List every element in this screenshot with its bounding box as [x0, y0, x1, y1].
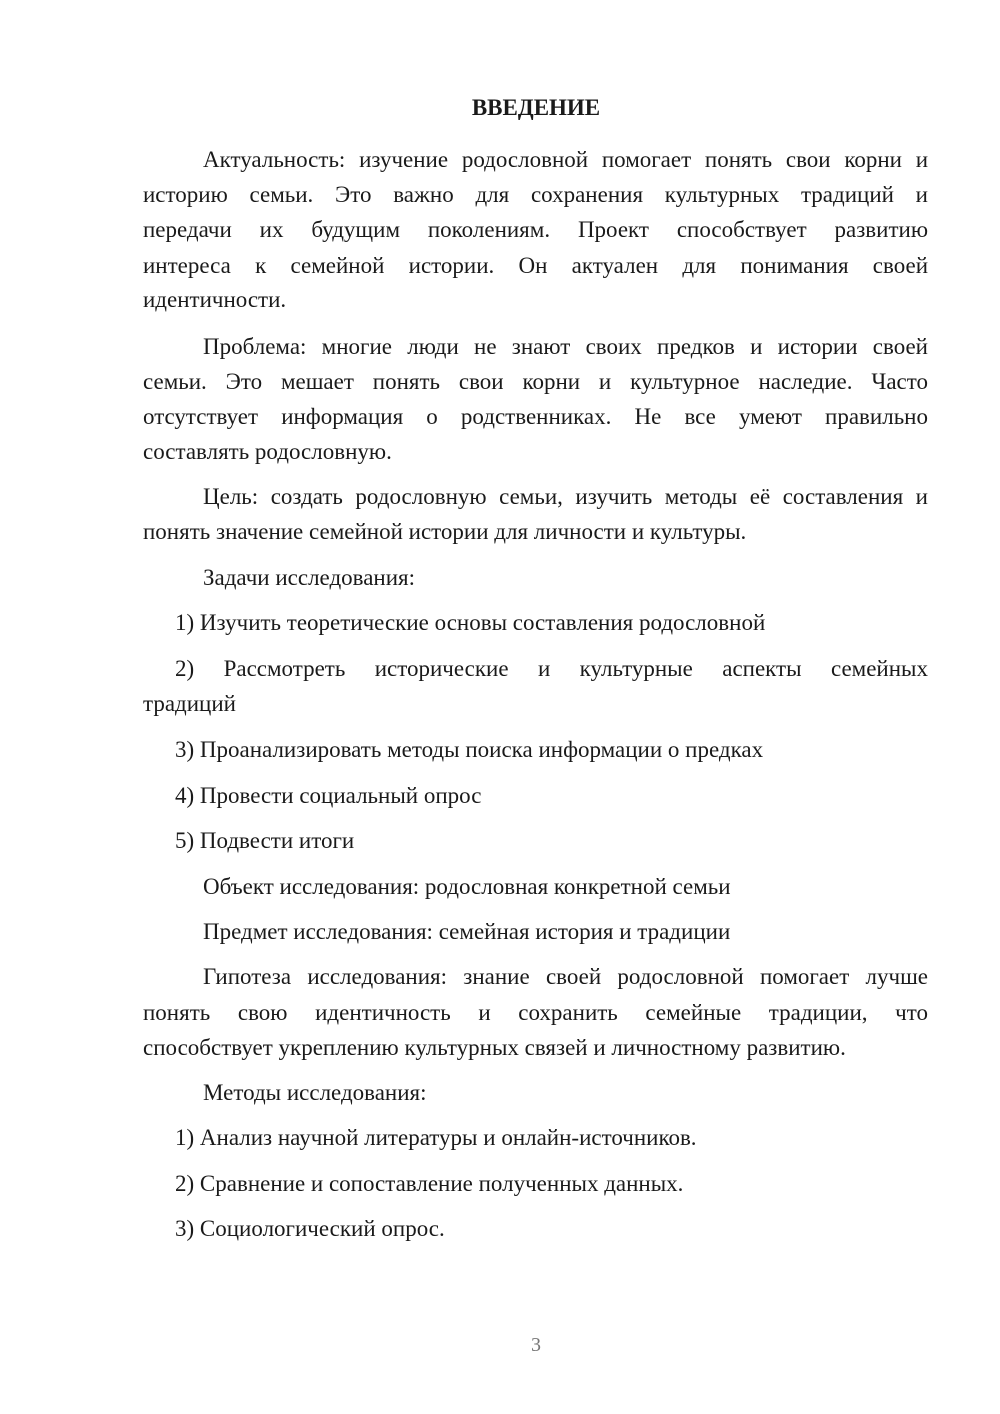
hypothesis-line: Гипотеза исследования: знание своей родословной помогает лучше — [203, 964, 928, 989]
relevance-line: Актуальность: изучение родословной помогает понять свои корни и — [203, 147, 928, 172]
method-item: 2) Сравнение и сопоставление полученных данных. — [175, 1171, 684, 1196]
goal-line: Цель: создать родословную семьи, изучить методы её составления и — [203, 484, 928, 509]
relevance-line: передачи их будущим поколениям. Проект способствует развитию — [143, 217, 928, 242]
research-subject: Предмет исследования: семейная история и традиции — [203, 919, 731, 944]
page-number: 3 — [531, 1334, 541, 1356]
task-item: традиций — [143, 691, 236, 716]
method-item: 1) Анализ научной литературы и онлайн-источников. — [175, 1125, 697, 1150]
method-item: 3) Социологический опрос. — [175, 1216, 445, 1241]
task-item: 3) Проанализировать методы поиска информации о предках — [175, 737, 764, 762]
problem-line: семьи. Это мешает понять свои корни и культурное наследие. Часто — [143, 369, 928, 394]
hypothesis-line: способствует укреплению культурных связей и личностному развитию. — [143, 1035, 846, 1060]
hypothesis-line: понять свою идентичность и сохранить семейные традиции, что — [143, 1000, 928, 1025]
task-item: 2) Рассмотреть исторические и культурные аспекты семейных — [175, 656, 928, 681]
relevance-line: интереса к семейной истории. Он актуален для понимания своей — [143, 253, 928, 278]
relevance-line: идентичности. — [143, 287, 287, 312]
relevance-line: историю семьи. Это важно для сохранения культурных традиций и — [143, 182, 928, 207]
problem-line: отсутствует информация о родственниках. Не все умеют правильно — [143, 404, 928, 429]
task-item: 1) Изучить теоретические основы составления родословной — [175, 610, 766, 635]
task-item: 5) Подвести итоги — [175, 828, 355, 853]
problem-line: составлять родословную. — [143, 439, 392, 464]
tasks-heading: Задачи исследования: — [203, 565, 416, 590]
research-object: Объект исследования: родословная конкретной семьи — [203, 874, 731, 899]
page-title: ВВЕДЕНИЕ — [471, 95, 601, 120]
methods-heading: Методы исследования: — [203, 1080, 427, 1105]
task-item: 4) Провести социальный опрос — [175, 783, 482, 808]
problem-line: Проблема: многие люди не знают своих предков и истории своей — [203, 334, 928, 359]
goal-line: понять значение семейной истории для личности и культуры. — [143, 519, 747, 544]
